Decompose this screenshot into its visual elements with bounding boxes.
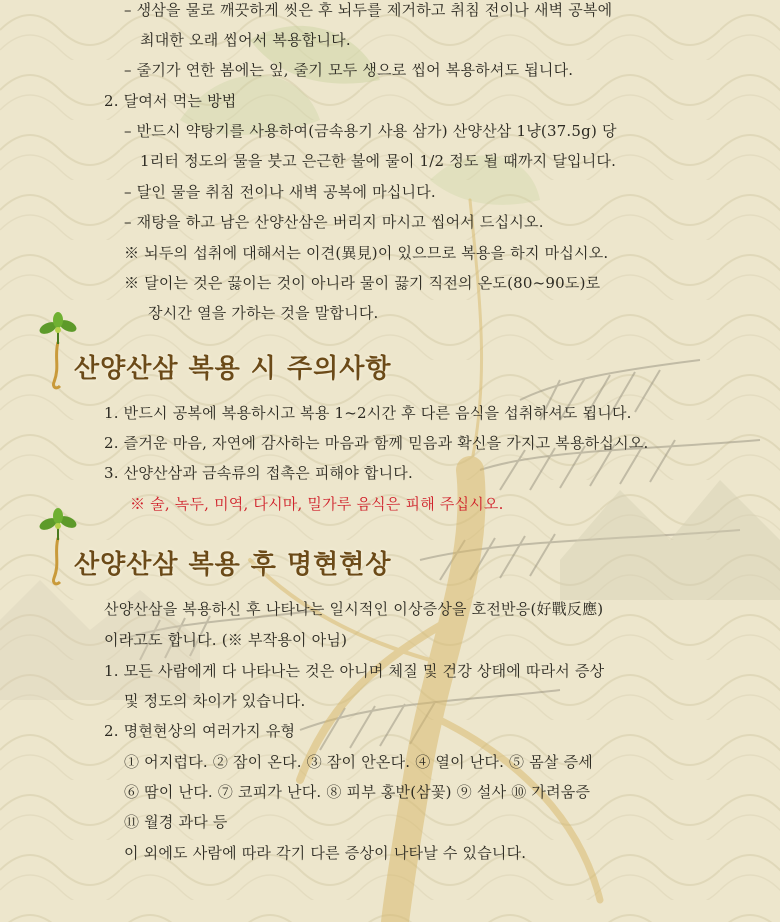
intro-line-8: – 재탕을 하고 남은 산양산삼은 버리지 마시고 씹어서 드십시오. [124,213,544,231]
intro-line-3: – 줄기가 연한 봄에는 잎, 줄기 모두 생으로 씹어 복용하셔도 됩니다. [124,61,574,79]
precaution-line-2: 2. 즐거운 마음, 자연에 감사하는 마음과 함께 믿음과 확신을 가지고 복용하십시오. [104,434,649,452]
precaution-line-3: 3. 산양산삼과 금속류의 접촉은 피해야 합니다. [104,464,413,482]
intro-line-5: – 반드시 약탕기를 사용하여(금속용기 사용 삼가) 산양산삼 1냥(37.5g) 당 [124,122,617,140]
healing-line-6: ① 어지럽다. ② 잠이 온다. ③ 잠이 안온다. ④ 열이 난다. ⑤ 몸살 증세 [124,753,593,771]
intro-line-9: ※ 뇌두의 섭취에 대해서는 이견(異見)이 있으므로 복용을 하지 마십시오. [124,244,609,262]
healing-line-8: ⑪ 월경 과다 등 [124,813,228,831]
healing-line-3: 1. 모든 사람에게 다 나타나는 것은 아니며 체질 및 건강 상태에 따라서 증상 [104,662,605,680]
healing-line-4: 및 정도의 차이가 있습니다. [124,692,306,710]
intro-line-6: 1리터 정도의 물을 붓고 은근한 불에 물이 1/2 정도 될 때까지 달입니다. [140,152,617,170]
precaution-warning: ※ 술, 녹두, 미역, 다시마, 밀가루 음식은 피해 주십시오. [130,495,504,513]
healing-line-5: 2. 명현현상의 여러가지 유형 [104,722,296,740]
healing-line-9: 이 외에도 사람에 따라 각기 다른 증상이 나타날 수 있습니다. [124,844,527,862]
intro-line-1: – 생삼을 물로 깨끗하게 씻은 후 뇌두를 제거하고 취침 전이나 새벽 공복에 [124,1,613,19]
intro-line-4: 2. 달여서 먹는 방법 [104,92,237,110]
intro-line-7: – 달인 물을 취침 전이나 새벽 공복에 마십니다. [124,183,436,201]
intro-line-2: 최대한 오래 씹어서 복용합니다. [140,31,351,49]
section-healing-crisis-title: 산양산삼 복용 후 명현현상 [74,550,392,580]
intro-line-11: 장시간 열을 가하는 것을 말합니다. [148,304,379,322]
healing-line-7: ⑥ 땀이 난다. ⑦ 코피가 난다. ⑧ 피부 홍반(삼꽃) ⑨ 설사 ⑩ 가려움증 [124,783,591,801]
healing-line-2: 이라고도 합니다. (※ 부작용이 아님) [104,631,348,649]
healing-line-1: 산양산삼을 복용하신 후 나타나는 일시적인 이상증상을 호전반응(好戰反應) [104,600,604,618]
precaution-line-1: 1. 반드시 공복에 복용하시고 복용 1~2시간 후 다른 음식을 섭취하셔도 됩니다. [104,404,632,422]
section-precautions-title: 산양산삼 복용 시 주의사항 [74,354,392,384]
intro-line-10: ※ 달이는 것은 끓이는 것이 아니라 물이 끓기 직전의 온도(80~90도)로 [124,274,601,292]
